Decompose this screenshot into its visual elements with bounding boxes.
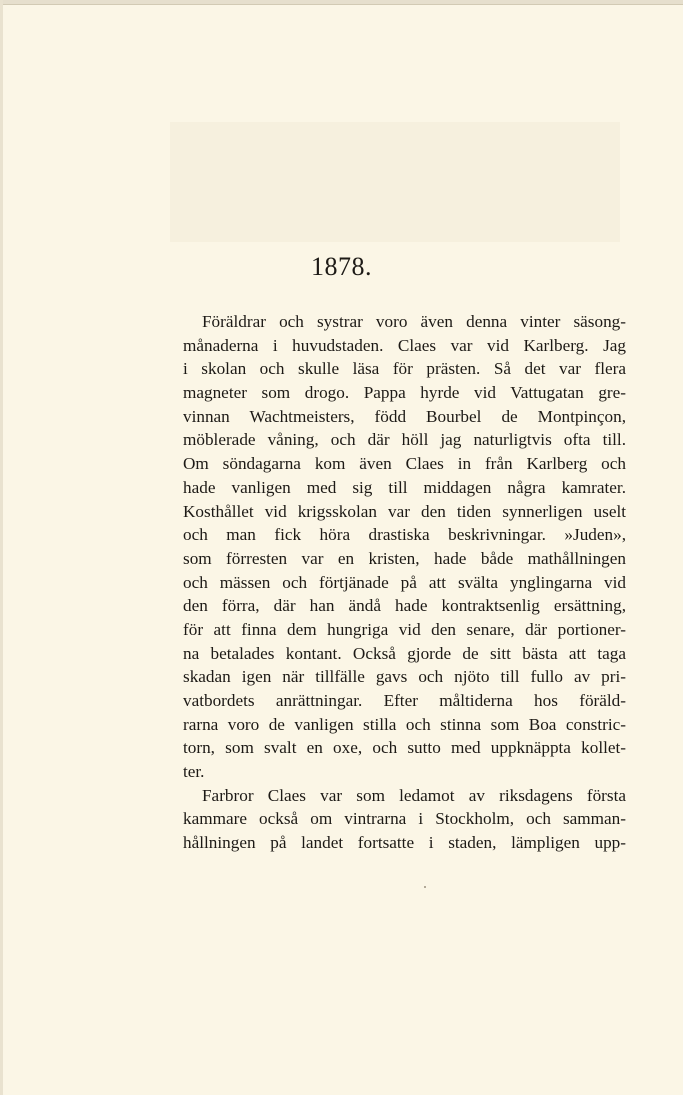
- text-line: den förra, där han ändå hade kontraktsenlig ersättning,: [183, 596, 626, 616]
- chapter-year-heading: 1878.: [311, 252, 372, 281]
- text-line: na betalades kontant. Också gjorde de sitt bästa att taga: [183, 643, 626, 663]
- text-line: i skolan och skulle läsa för prästen. Så det var flera: [183, 359, 626, 379]
- text-line: hållningen på landet fortsatte i staden, lämpligen upp-: [183, 833, 626, 853]
- text-line: som förresten var en kristen, hade både mathållningen: [183, 548, 626, 568]
- text-line: torn, som svalt en oxe, och sutto med uppknäppta kollet-: [183, 738, 626, 758]
- page-top-edge: [0, 0, 683, 5]
- text-line: möblerade våning, och där höll jag naturligtvis ofta till.: [183, 430, 626, 450]
- text-line: månaderna i huvudstaden. Claes var vid Karlberg. Jag: [183, 335, 626, 355]
- text-line: Farbror Claes var som ledamot av riksdagens första: [202, 785, 626, 805]
- text-line: rarna voro de vanligen stilla och stinna som Boa constric-: [183, 714, 626, 734]
- text-line: och mässen och förtjänade på att svälta ynglingarna vid: [183, 572, 626, 592]
- text-line: och man fick höra drastiska beskrivningar. »Juden»,: [183, 525, 626, 545]
- text-line: kammare också om vintrarna i Stockholm, och samman-: [183, 809, 626, 829]
- text-line: vinnan Wachtmeisters, född Bourbel de Montpinçon,: [183, 406, 626, 426]
- text-line: magneter som drogo. Pappa hyrde vid Vattugatan gre-: [183, 383, 626, 403]
- paper-speck: [424, 886, 426, 888]
- text-line: Föräldrar och systrar voro även denna vinter säsong-: [202, 312, 626, 331]
- text-line: Kosthållet vid krigsskolan var den tiden synnerligen uselt: [183, 501, 626, 521]
- text-line: hade vanligen med sig till middagen några kamrater.: [183, 477, 626, 497]
- text-line: ter.: [183, 762, 205, 782]
- text-line: skadan igen när tillfälle gavs och njöto till fullo av pri-: [183, 667, 626, 687]
- page-left-edge: [0, 0, 3, 1095]
- text-line: vatbordets anrättningar. Efter måltiderna hos föräld-: [183, 691, 626, 710]
- body-text: [183, 310, 626, 855]
- show-through-shadow: [170, 122, 620, 242]
- text-line: Om söndagarna kom även Claes in från Karlberg och: [183, 454, 626, 474]
- text-line: för att finna dem hungriga vid den senare, där portioner-: [183, 619, 626, 639]
